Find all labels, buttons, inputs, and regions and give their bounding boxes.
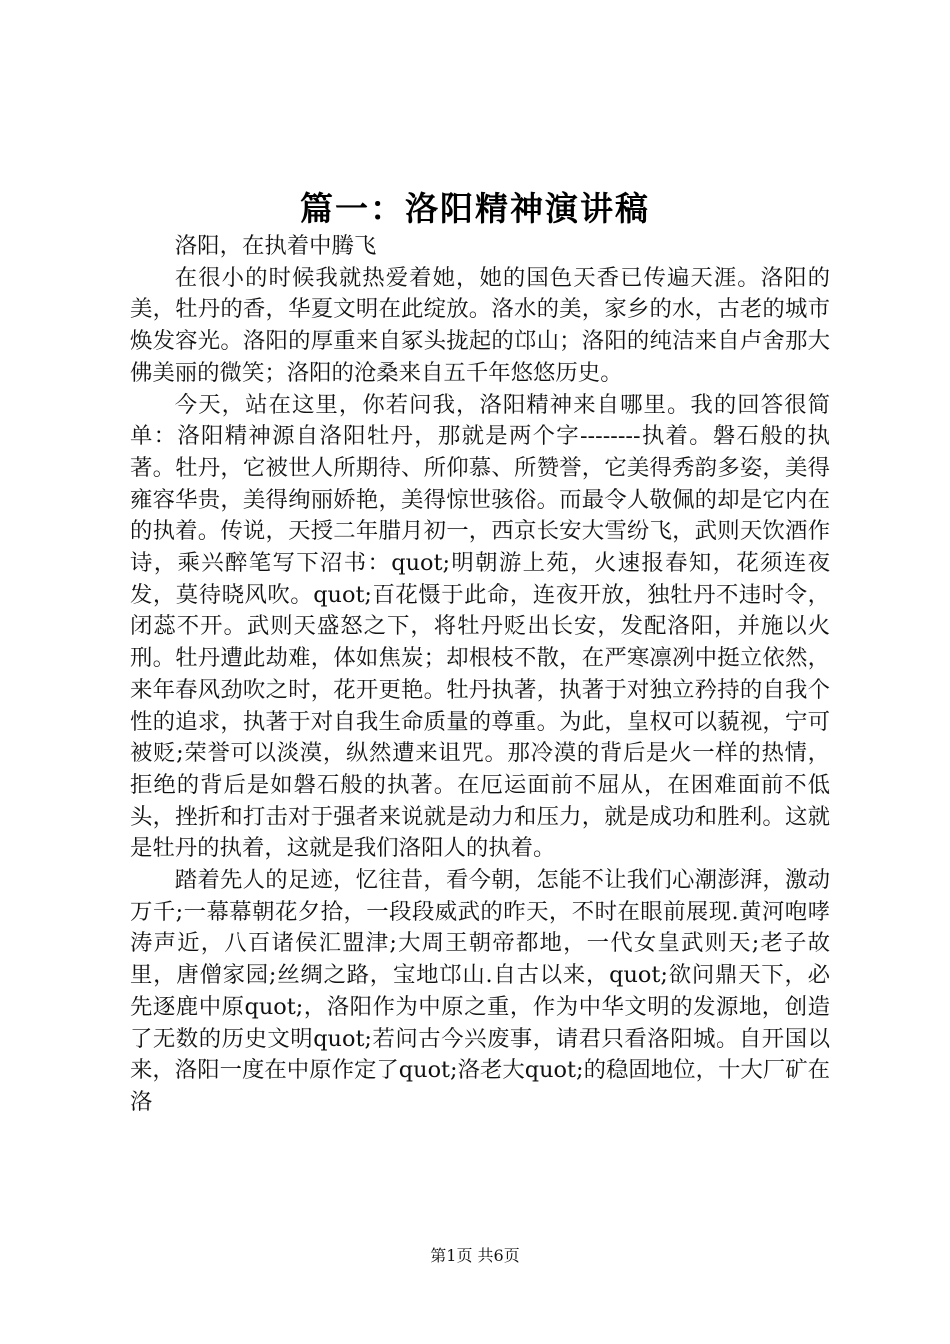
paragraph-subtitle: 洛阳，在执着中腾飞 <box>174 233 377 259</box>
page-number: 第1页 共6页 <box>430 1246 520 1265</box>
paragraph: 在很小的时候我就热爱着她，她的国色天香已传遍天涯。洛阳的美，牡丹的香，华夏文明在此绽放。洛水的美，家乡的水，古老的城市焕发容光。洛阳的厚重来自冢头拢起的邙山；洛阳的纯洁来自卢舍那大佛美丽的微笑；洛阳的沧桑来自五千年悠悠历史。 <box>130 264 830 386</box>
paragraph: 踏着先人的足迹，忆往昔，看今朝，怎能不让我们心潮澎湃，激动万千;一幕幕朝花夕拾，一段段威武的昨天，不时在眼前展现.黄河咆哮涛声近，八百诸侯汇盟津;大周王朝帝都地，一代女皇武则天;老子故里，唐僧家园;丝绸之路，宝地邙山.自古以来，quot;欲问鼎天下，必先逐鹿中原quot;，洛阳作为中原之重，作为中华文明的发源地，创造了无数的历史文明quot;若问古今兴废事，请君只看洛阳城。自开国以来，洛阳一度在中原作定了quot;洛老大quot;的稳固地位，十大厂矿在洛 <box>130 867 830 1115</box>
page-title: 篇一：洛阳精神演讲稿 <box>300 189 650 228</box>
document-body <box>130 231 830 1119</box>
paragraph: 今天，站在这里，你若问我，洛阳精神来自哪里。我的回答很简单：洛阳精神源自洛阳牡丹，那就是两个字--------执着。磐石般的执著。牡丹，它被世人所期待、所仰慕、所赞誉，它美得秀韵多姿，美得雍容华贵，美得绚丽娇艳，美得惊世骇俗。而最令人敬佩的却是它内在的执着。传说，天授二年腊月初一，西京长安大雪纷飞，武则天饮酒作诗，乘兴醉笔写下沼书：quot;明朝游上苑，火速报春知，花须连夜发，莫待晓风吹。quot;百花慑于此命，连夜开放，独牡丹不违时令，闭蕊不开。武则天盛怒之下，将牡丹贬出长安，发配洛阳，并施以火刑。牡丹遭此劫难，体如焦炭；却根枝不散，在严寒凛冽中挺立依然，来年春风劲吹之时，花开更艳。牡丹执著，执著于对独立矜持的自我个性的追求，执著于对自我生命质量的尊重。为此，皇权可以藐视，宁可被贬;荣誉可以淡漠，纵然遭来诅咒。那冷漠的背后是火一样的热情，拒绝的背后是如磐石般的执著。在厄运面前不屈从，在困难面前不低头，挫折和打击对于强者来说就是动力和压力，就是成功和胜利。这就是牡丹的执着，这就是我们洛阳人的执着。 <box>130 391 830 862</box>
